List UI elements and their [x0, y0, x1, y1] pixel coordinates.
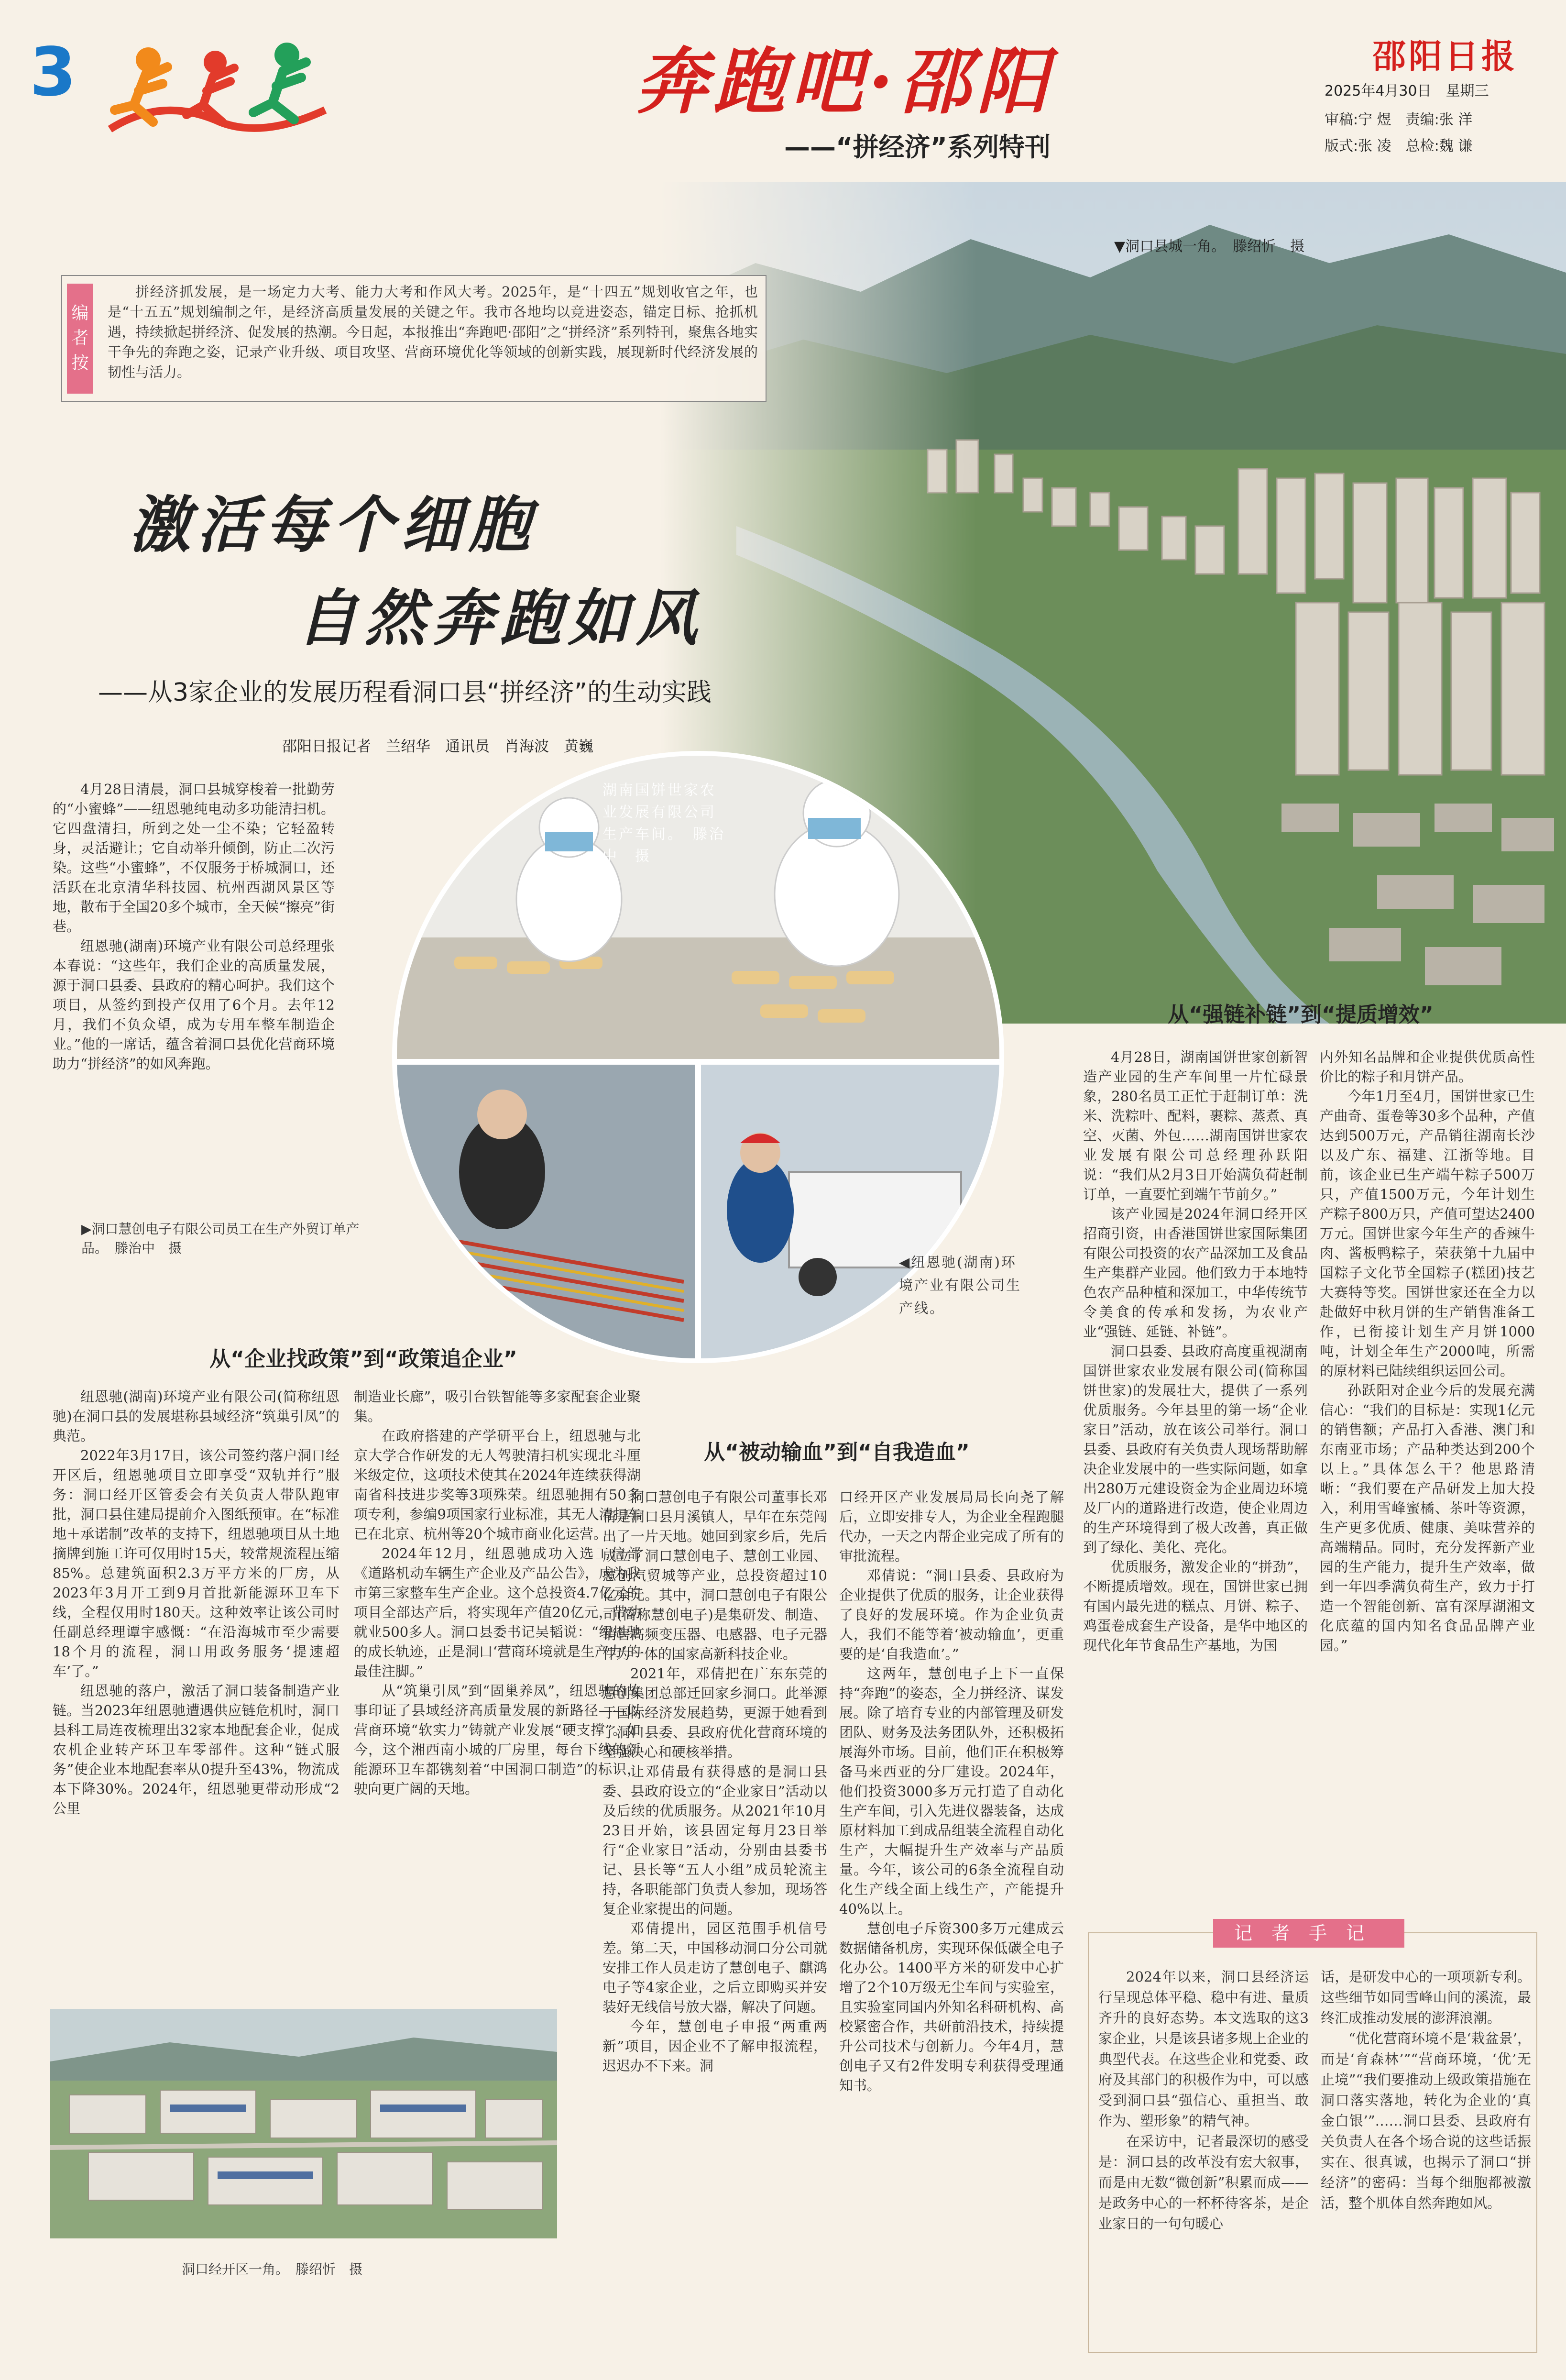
section2-heading: 从“被动输血”到“自我造血” [704, 1440, 970, 1465]
section2-paragraph: 邓倩提出，园区范围手机信号差。第二天，中国移动洞口分公司就安排工作人员走访了慧创电子、麒鸿电子等4家企业，之后立即购买并安装好无线信号放大器，解决了问题。 [602, 1920, 827, 2015]
headline-line-2: 自然奔跑如风 [296, 583, 704, 654]
section3-paragraph: 优质服务，激发企业的“拼劲”，不断提质增效。现在，国饼世家已拥有国内最先进的糕点、月饼、粽子、鸡蛋卷成套生产设备，是华中地区的现代化年节食品生产基地，为国 [1083, 1559, 1308, 1653]
editor-note-label [67, 284, 93, 394]
section2-column-a [602, 1488, 827, 2076]
intro-paragraph: 4月28日清晨，洞口县城穿梭着一批勤劳的“小蜜蜂”——纽恩驰纯电动多功能清扫机。它四盘清扫，所到之处一尘不染；它轻盈转身，灵活避让；它自动举升倾倒，防止二次污染。这些“小蜜蜂”，不仅服务于桥城洞口，还活跃在北京清华科技园、杭州西湖风景区等地，散布于全国20多个城市，全天候“擦亮”街巷。 [53, 781, 335, 935]
section2-paragraph: 让邓倩最有获得感的是洞口县委、县政府设立的“企业家日”活动以及后续的优质服务。从2021年10月23日开始，该县固定每月23日举行“企业家日”活动，分别由县委书记、县长等“五人小组”成员轮流主持，各职能部门负责人参加，现场答复企业家提出的问题。 [602, 1763, 827, 1917]
section3-column-a [1083, 1047, 1308, 1655]
econ-zone-photo [50, 2009, 557, 2238]
section1-paragraph: 制造业长廊”，吸引台铁智能等多家配套企业聚集。 [354, 1388, 641, 1424]
section2-paragraph: 口经开区产业发展局局长向尧了解后，立即安排专人，为企业全程跑腿代办，一天之内帮企业完成了所有的审批流程。 [839, 1489, 1064, 1564]
page-number: 3 [30, 33, 77, 111]
caption-vehicle-line: ◀纽恩驰(湖南)环境产业有限公司生产线。 [899, 1254, 1022, 1316]
notebook-box [1088, 1923, 1537, 2353]
notebook-paragraph: 话，是研发中心的一项项新专利。这些细节如同雪峰山间的溪流，最终汇成推动发展的澎湃浪潮。 [1321, 1969, 1531, 2026]
caption-electronics: ▶洞口慧创电子有限公司员工在生产外贸订单产品。 滕治中 摄 [81, 1221, 360, 1256]
section3-paragraph: 该产业园是2024年洞口经开区招商引资，由香港国饼世家国际集团有限公司投资的农产品深加工及食品生产集群产业园。他们致力于本地特色农产品种植和深加工，中华传统节令美食的传承和发扬，为农业产业“强链、延链、补链”。 [1083, 1206, 1308, 1340]
caption-food-factory: 湖南国饼世家农业发展有限公司生产车间。 滕治中 摄 [602, 782, 725, 865]
notebook-paragraph: “优化营商环境不是‘栽盆景’，而是‘育森林’”“营商环境，‘优’无止境”“我们要推动上级政策措施在洞口落实落地，转化为企业的‘真金白银’”……洞口县委、县政府有关负责人在各个场合说的这些话振实在、很真诚，也揭示了洞口“拼经济”的密码：当每个细胞都被激活，整个肌体自然奔跑如风。 [1321, 2030, 1531, 2211]
section1-paragraph: 在政府搭建的产学研平台上，纽恩驰与北京大学合作研发的无人驾驶清扫机实现北斗厘米级定位，这项技术使其在2024年连续获得湖南省科技进步奖等3项殊荣。纽恩驰拥有50多项专利，参编9项国家行业标准，其无人清扫车已在北京、杭州等20个城市商业化运营。 [354, 1428, 641, 1542]
section1-heading: 从“企业找政策”到“政策追企业” [209, 1347, 517, 1371]
section2-paragraph: 今年，慧创电子申报“两重两新”项目，因企业不了解申报流程，迟迟办不下来。洞 [602, 2018, 827, 2074]
section2-paragraph: 慧创电子斥资300多万元建成云数据储备机房，实现环保低碳全电子化办公。1400平方米的研发中心扩增了2个10万级无尘车间与实验室，且实验室同国内外知名科研机构、高校紧密合作，共研前沿技术，持续提升公司技术与创新力。今年4月，慧创电子又有2件发明专利获得受理通知书。 [839, 1920, 1064, 2094]
section3-paragraph: 洞口县委、县政府高度重视湖南国饼世家农业发展有限公司(简称国饼世家)的发展壮大，提供了一系列优质服务。今年县里的第一场“企业家日”活动，放在该公司举行。洞口县委、县政府有关负责人现场帮助解决企业发展中的一些实际问题，如拿出280万元建设资金为企业周边环境及厂内的道路进行改造，使企业周边的生产环境得到了极大改善，真正做到了绿化、美化、亮化。 [1083, 1343, 1308, 1555]
notebook-paragraph: 在采访中，记者最深切的感受是：洞口县的改革没有宏大叙事，而是由无数“微创新”积累而成——是政务中心的一杯杯待客茶，是企业家日的一句句暖心 [1098, 2133, 1309, 2232]
paper-name: 邵阳日报 [1372, 36, 1518, 76]
notebook-column-b [1321, 1967, 1531, 2214]
notebook-paragraph: 2024年以来，洞口县经济运行呈现总体平稳、稳中有进、量质齐升的良好态势。本文选取的这3家企业，只是该县诸多规上企业的典型代表。在这些企业和党委、政府及其部门的积极作为中，可以感受到洞口县“强信心、重担当、敢作为、塑形象”的精气神。 [1098, 1969, 1309, 2129]
section2-paragraph: 邓倩说：“洞口县委、县政府为企业提供了优质的服务，让企业获得了良好的发展环境。作为企业负责人，我们不能等着‘被动输血’，更重要的是‘自我造血’。” [839, 1567, 1064, 1662]
runners-logo-icon [105, 38, 330, 143]
series-label: ——“拼经济”系列特刊 [784, 132, 1051, 162]
notebook-label: 记者手记 [1213, 1919, 1404, 1948]
section2-paragraph: 洞口慧创电子有限公司董事长邓倩是洞口县月溪镇人，早年在东莞闯出了一片天地。她回到家乡后，先后成立了洞口慧创电子、慧创工业园、慧创汽贸城等产业，总投资超过10亿余元。其中，洞口慧创电子有限公司(简称慧创电子)是集研发、制造、销售高频变压器、电感器、电子元器件为一体的国家高新科技企业。 [602, 1489, 827, 1662]
editor-note-text: 拼经济抓发展，是一场定力大考、能力大考和作风大考。2025年，是“十四五”规划收官之年，也是“十五五”规划编制之年，是经济高质量发展的关键之年。我市各地均以竞进姿态，锚定目标、抢抓机遇，持续掀起拼经济、促发展的热潮。今日起，本报推出“奔跑吧·邵阳”之“拼经济”系列特刊，聚焦各地实干争先的奔跑之姿，记录产业升级、项目攻坚、营商环境优化等领域的创新实践，展现新时代经济发展的韧性与活力。 [108, 284, 758, 380]
section3-paragraph: 4月28日，湖南国饼世家创新智造产业园的生产车间里一片忙碌景象，280名员工正忙于赶制订单：洗米、洗粽叶、配料，裹粽、蒸煮、真空、灭菌、外包……湖南国饼世家农业发展有限公司总经理孙跃阳说：“我们从2月3日开始满负荷赶制订单，一直要忙到端午节前夕。” [1083, 1049, 1308, 1202]
section1-paragraph: 纽恩驰(湖南)环境产业有限公司(简称纽恩驰)在洞口县的发展堪称县域经济“筑巢引凤”的典范。 [53, 1388, 339, 1444]
section3-paragraph: 今年1月至4月，国饼世家已生产曲奇、蛋卷等30多个品种，产值达到500万元，产品销往湖南长沙以及广东、福建、江浙等地。目前，该企业已生产端午粽子500万只，产值1500万元，今年计划生产粽子800万只，产值可望达2400万元。国饼世家今年生产的香辣牛肉、酱板鸭粽子，荣获第十九届中国粽子文化节全国粽子(糕团)技艺大赛特等奖。国饼世家还在全力以赴做好中秋月饼的生产销售准备工作，已衔接计划生产月饼1000吨，计划全年生产2000吨，所需的原材料已陆续组织运回公司。 [1320, 1088, 1535, 1379]
section3-heading: 从“强链补链”到“提质增效” [1168, 1003, 1434, 1027]
intro-column [53, 780, 335, 1074]
editors-line-1: 审稿:宁 煜 责编:张 洋 [1325, 111, 1473, 128]
date-line: 2025年4月30日 星期三 [1325, 83, 1489, 99]
section1-column-a [53, 1387, 339, 1818]
notebook-column-a [1098, 1967, 1309, 2234]
editor-note-box [61, 275, 767, 402]
section1-paragraph: 纽恩驰的落户，激活了洞口装备制造产业链。当2023年纽恩驰遭遇供应链危机时，洞口县科工局连夜梳理出32家本地配套企业，促成农机企业转产环卫车零部件。这种“链式服务”使企业本地配套率从0提升至43%，物流成本下降30%。2024年，纽恩驰更带动形成“2公里 [53, 1683, 339, 1817]
caption-city: ▼洞口县城一角。 滕绍忻 摄 [1114, 238, 1305, 255]
section2-paragraph: 这两年，慧创电子上下一直保持“奔跑”的姿态，全力拼经济、谋发展。除了培育专业的内部管理及研发团队、财务及法务团队外，还积极拓展海外市场。目前，他们正在积极筹备马来西亚的分厂建设。2024年，他们投资3000多万元打造了自动化生产车间，引入先进仪器装备，达成原材料加工到成品组装全流程自动化生产，大幅提升生产效率与产品质量。今年，该公司的6条全流程自动化生产线全面上线生产，产能提升40%以上。 [839, 1665, 1064, 1917]
section2-paragraph: 2021年，邓倩把在广东东莞的慧创集团总部迁回家乡洞口。此举源于国际经济发展趋势，更源于她看到了洞口县委、县政府优化营商环境的坚强决心和硬核举措。 [602, 1665, 827, 1760]
section3-paragraph: 内外知名品牌和企业提供优质高性价比的粽子和月饼产品。 [1320, 1049, 1535, 1085]
section3-paragraph: 孙跃阳对企业今后的发展充满信心：“我们的目标是：实现1亿元的销售额；产品打入香港、澳门和东南亚市场；产品种类达到200个以上。”具体怎么干？他思路清晰：“我们要在产品研发上加大投入，利用雪峰蜜橘、茶叶等资源，生产更多优质、健康、美味营养的高端精品。同时，充分发挥新产业园的生产能力，提升生产效率，做到一年四季满负荷生产，致力于打造一个智能创新、富有深厚湖湘文化底蕴的国内知名食品品牌产业园。” [1320, 1382, 1535, 1653]
intro-paragraph: 纽恩驰(湖南)环境产业有限公司总经理张本春说：“这些年，我们企业的高质量发展，源于洞口县委、县政府的精心呵护。我们这个项目，从签约到投产仅用了6个月。去年12月，我们不负众望，成为专用车整车制造企业。”他的一席话，蕴含着洞口县优化营商环境助力“拼经济”的如风奔跑。 [53, 938, 335, 1072]
section1-paragraph: 从“筑巢引凤”到“固巢养凤”，纽恩驰的故事印证了县域经济高质量发展的新路径——以营商环境“软实力”铸就产业发展“硬支撑”。如今，这个湘西南小城的厂房里，每台下线的新能源环卫车都镌刻着“中国洞口制造”的标识，驶向更广阔的天地。 [354, 1683, 641, 1797]
headline-line-1: 激活每个细胞 [129, 489, 537, 561]
editor-note-label-text: 编者按 [69, 304, 88, 378]
editors-line-2: 版式:张 凌 总检:魏 谦 [1325, 138, 1473, 154]
section-title: 奔跑吧·邵阳 [636, 40, 1054, 124]
section2-column-b [839, 1488, 1064, 2095]
byline: 邵阳日报记者 兰绍华 通讯员 肖海波 黄巍 [282, 738, 593, 755]
section3-column-b [1320, 1047, 1535, 1655]
section1-paragraph: 2024年12月，纽恩驰成功入选工信部《道路机动车辆生产企业及产品公告》，成为我市第三家整车生产企业。这个总投资4.7亿元的项目全部达产后，将实现年产值20亿元，带动就业500多人。洞口县委书记吴韬说：“纽恩驰的成长轨迹，正是洞口‘营商环境就是生产力’的最佳注脚。” [354, 1545, 641, 1679]
masthead [0, 0, 1566, 182]
section1-paragraph: 2022年3月17日，该公司签约落户洞口经开区后，纽恩驰项目立即享受“双轨并行”服务：洞口经开区管委会有关负责人带队跑审批，洞口县住建局提前介入图纸预审。在“标准地＋承诺制”改革的支持下，纽恩驰项目从土地摘牌到施工许可仅用时15天，较常规流程压缩85%。总建筑面积2.3万平方米的厂房，从2023年3月开工到9月首批新能源环卫车下线，全程仅用时180天。这种效率让该公司时任副总经理谭宇感慨：“在沿海城市至少需要18个月的流程，洞口用政务服务‘提速超车’了。” [53, 1447, 339, 1679]
headline-subtitle: ——从3家企业的发展历程看洞口县“拼经济”的生动实践 [98, 678, 712, 707]
caption-econ-zone: 洞口经开区一角。 滕绍忻 摄 [182, 2261, 363, 2277]
